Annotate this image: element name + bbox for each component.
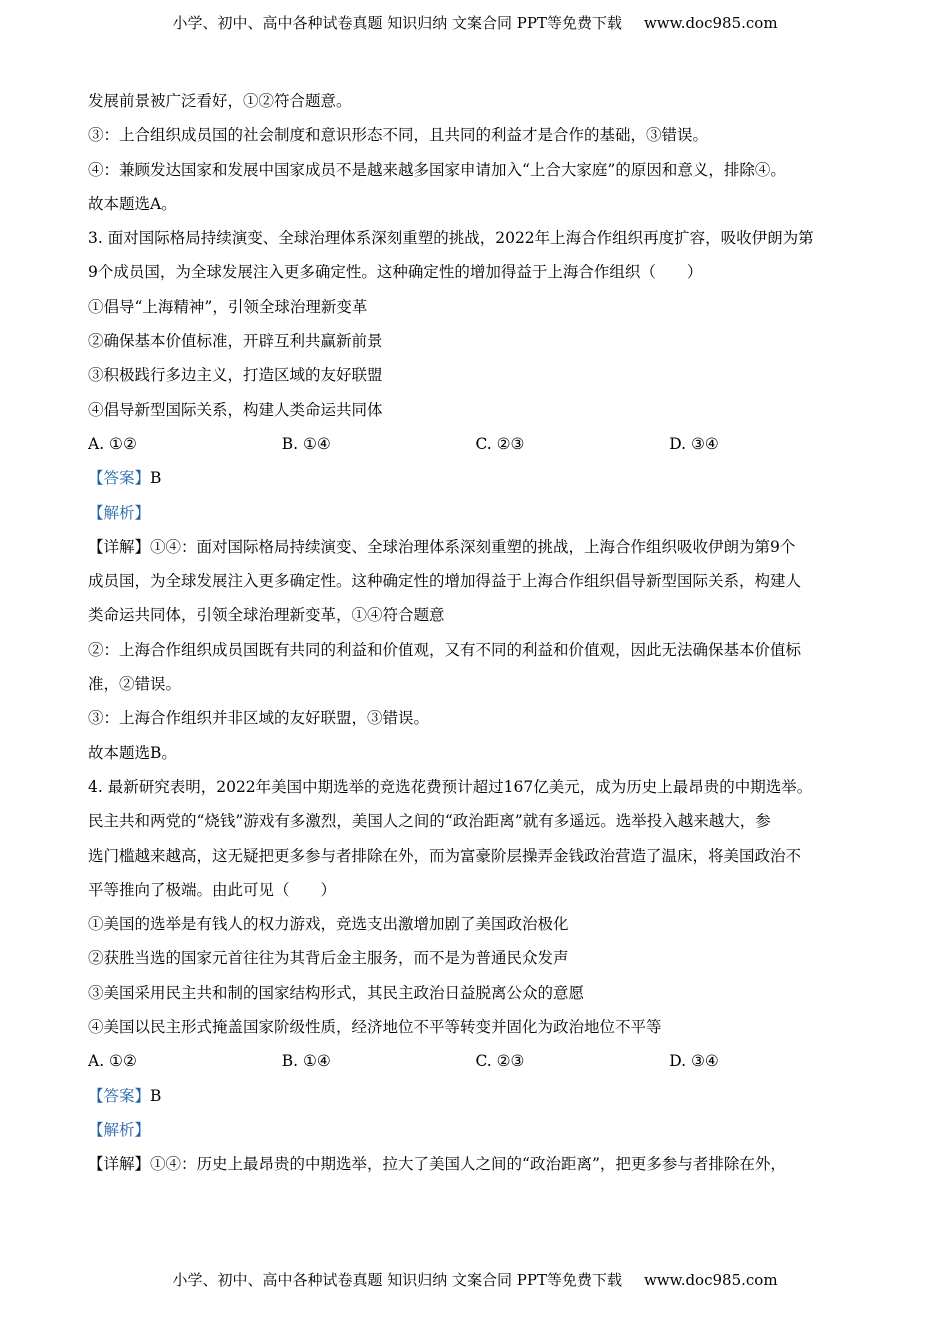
q4-option-c: C. ②③	[475, 1052, 525, 1071]
q4-stem-line: 民主共和两党的“烧钱”游戏有多激烈，美国人之间的“政治距离”就有多遥远。选举投入越来越大，参	[88, 812, 771, 831]
q4-detail-line	[88, 1147, 863, 1181]
q3-item: ②确保基本价值标准，开辟互利共赢新前景	[88, 332, 383, 351]
answer-tag: 【答案】	[88, 1086, 151, 1105]
q3-item: ①倡导“上海精神”，引领全球治理新变革	[88, 297, 368, 316]
q4-item: ②获胜当选的国家元首往往为其背后金主服务，而不是为普通民众发声	[88, 949, 569, 968]
q3-detail-line	[88, 530, 863, 564]
answer-tag: 【答案】	[88, 469, 151, 488]
q4-option-d: D. ③④	[669, 1052, 719, 1071]
q4-option-a: A. ①②	[88, 1052, 137, 1071]
q3-stem-line: 9个成员国，为全球发展注入更多确定性。这种确定性的增加得益于上海合作组织（ ）	[88, 263, 703, 282]
detail-text: ①④：历史上最昂贵的中期选举，拉大了美国人之间的“政治距离”，把更多参与者排除在外，	[150, 1155, 786, 1174]
document-body	[88, 84, 863, 1182]
footer-url[interactable]: www.doc985.com	[643, 1271, 778, 1289]
q3-option-a: A. ①②	[88, 434, 137, 453]
q3-item: ④倡导新型国际关系，构建人类命运共同体	[88, 400, 383, 419]
prev-line: 故本题选A。	[88, 194, 177, 213]
q4-item: ④美国以民主形式掩盖国家阶级性质，经济地位不平等转变并固化为政治地位不平等	[88, 1018, 662, 1037]
q3-options	[88, 427, 863, 461]
q3-analysis	[88, 496, 863, 530]
header-url[interactable]: www.doc985.com	[643, 14, 778, 32]
q4-option-b: B. ①④	[281, 1052, 331, 1071]
q4-stem-line: 平等推向了极端。由此可见（ ）	[88, 880, 337, 899]
q3-detail-line: ③：上海合作组织并非区域的友好联盟，③错误。	[88, 709, 430, 728]
answer-value: B	[150, 1086, 162, 1105]
q3-answer	[88, 461, 863, 495]
detail-tag: 【详解】	[88, 537, 151, 556]
q4-stem-line: 4. 最新研究表明，2022年美国中期选举的竞选花费预计超过167亿美元，成为历史上最昂贵的中期选举。	[88, 777, 813, 796]
prev-line: ③：上合组织成员国的社会制度和意识形态不同，且共同的利益才是合作的基础，③错误。	[88, 126, 709, 145]
q3-option-b: B. ①④	[281, 434, 331, 453]
detail-tag: 【详解】	[88, 1155, 151, 1174]
footer-text: 小学、初中、高中各种试卷真题 知识归纳 文案合同 PPT等免费下载	[172, 1271, 622, 1289]
q3-detail-line: 准，②错误。	[88, 675, 182, 694]
detail-text: ①④：面对国际格局持续演变、全球治理体系深刻重塑的挑战，上海合作组织吸收伊朗为第9个	[150, 537, 796, 556]
q3-detail-line: 类命运共同体，引领全球治理新变革，①④符合题意	[88, 606, 445, 625]
header-text: 小学、初中、高中各种试卷真题 知识归纳 文案合同 PPT等免费下载	[172, 14, 622, 32]
q4-item: ①美国的选举是有钱人的权力游戏，竞选支出激增加剧了美国政治极化	[88, 915, 569, 934]
prev-line: 发展前景被广泛看好，①②符合题意。	[88, 92, 352, 110]
q4-answer	[88, 1079, 863, 1113]
q3-option-d: D. ③④	[669, 434, 719, 453]
prev-line: ④：兼顾发达国家和发展中国家成员不是越来越多国家申请加入“上合大家庭”的原因和意义，排除④。	[88, 160, 786, 179]
q4-item: ③美国采用民主共和制的国家结构形式，其民主政治日益脱离公众的意愿	[88, 983, 585, 1002]
page-header	[0, 12, 950, 33]
analysis-tag: 【解析】	[88, 1120, 151, 1139]
q3-option-c: C. ②③	[475, 434, 525, 453]
q3-detail-line: 故本题选B。	[88, 743, 177, 762]
q4-analysis	[88, 1113, 863, 1147]
q3-detail-line: 成员国，为全球发展注入更多确定性。这种确定性的增加得益于上海合作组织倡导新型国际关系，构建人	[88, 572, 802, 591]
q3-stem-line: 3. 面对国际格局持续演变、全球治理体系深刻重塑的挑战，2022年上海合作组织再度扩容，吸收伊朗为第	[88, 229, 814, 248]
q3-item: ③积极践行多边主义，打造区域的友好联盟	[88, 366, 383, 385]
q4-options	[88, 1044, 863, 1078]
page-footer	[0, 1269, 950, 1290]
analysis-tag: 【解析】	[88, 503, 151, 522]
q3-detail-line: ②：上海合作组织成员国既有共同的利益和价值观，又有不同的利益和价值观，因此无法确保基本价值标	[88, 640, 802, 659]
q4-stem-line: 选门槛越来越高，这无疑把更多参与者排除在外，而为富豪阶层操弄金钱政治营造了温床，将美国政治不	[88, 846, 802, 865]
answer-value: B	[150, 469, 162, 488]
